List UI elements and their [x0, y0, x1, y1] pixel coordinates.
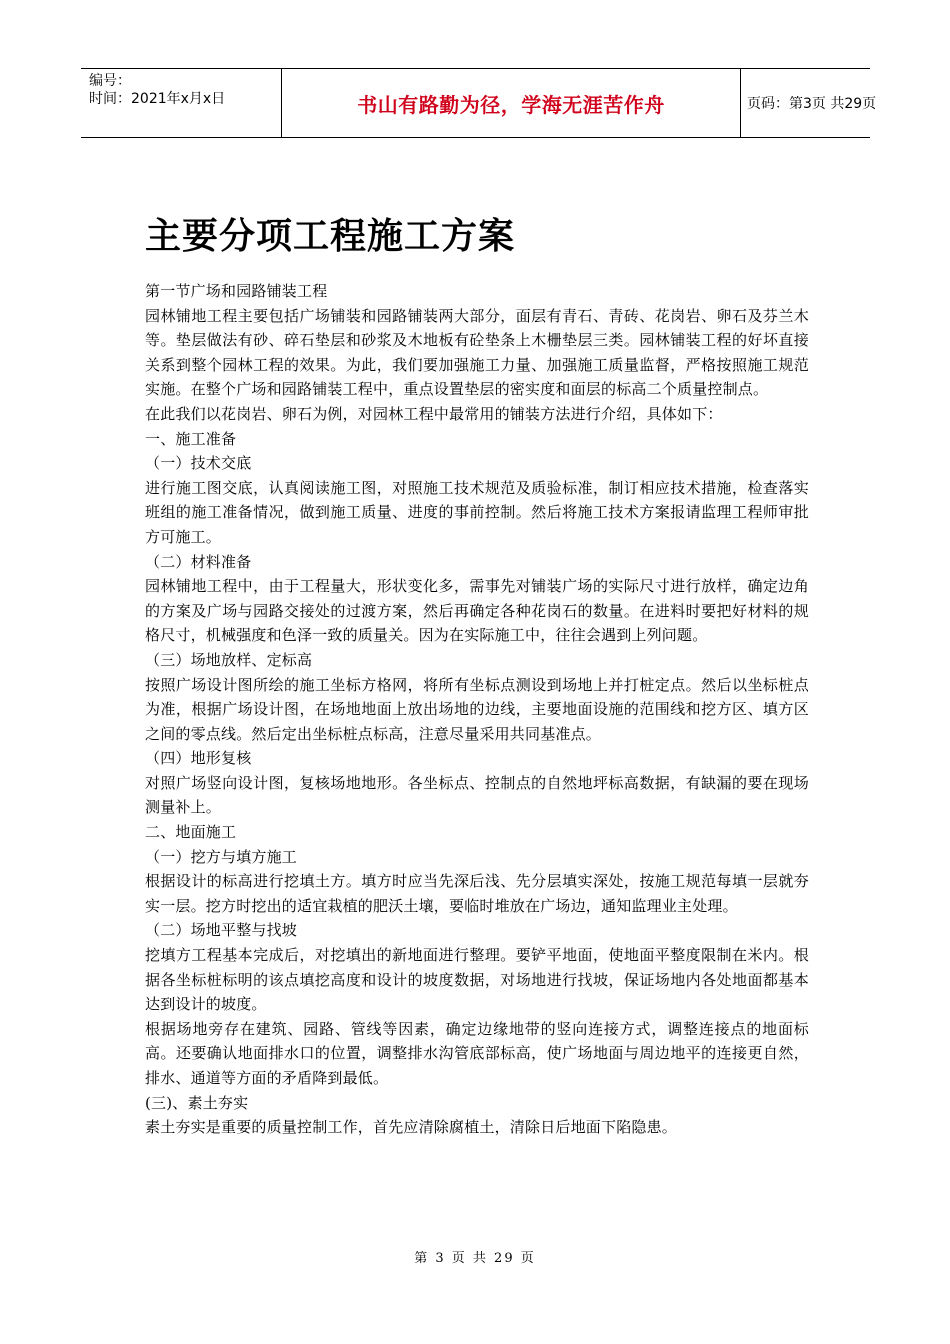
- paragraph: 素土夯实是重要的质量控制工作，首先应清除腐植土，清除日后地面下陷隐患。: [145, 1118, 678, 1137]
- paragraph: 挖填方工程基本完成后，对挖填出的新地面进行整理。要铲平地面，使地面平整度限制在米内。根据各坐标桩标明的该点填挖高度和设计的坡度数据，对场地进行找坡，保证场地内各处地面都基本达到设计的坡度。: [145, 946, 809, 1014]
- paragraph: 按照广场设计图所绘的施工坐标方格网，将所有坐标点测设到场地上并打桩定点。然后以坐标桩点为准，根据广场设计图，在场地地面上放出场地的边线，主要地面设施的范围线和挖方区、填方区之间的零点线。然后定出坐标桩点标高，注意尽量采用共同基准点。: [145, 675, 809, 743]
- document-date: 时间：2021年x月x日: [89, 91, 226, 107]
- page-code: 页码：第3页 共29页: [747, 96, 877, 112]
- page-footer: 第 3 页 共 29 页: [414, 1251, 536, 1266]
- paragraph: 根据设计的标高进行挖填土方。填方时应当先深后浅、先分层填实深处，按施工规范每填一层就夯实一层。挖方时挖出的适宜栽植的肥沃土壤，要临时堆放在广场边，通知监理业主处理。: [145, 872, 809, 915]
- paragraph: 园林铺地工程中，由于工程量大，形状变化多，需事先对铺装广场的实际尺寸进行放样，确定边角的方案及广场与园路交接处的过渡方案，然后再确定各种花岗石的数量。在进料时要把好材料的规格尺寸，机械强度和色泽一致的质量关。因为在实际施工中，往往会遇到上列问题。: [145, 577, 809, 645]
- header-meta-cell: [81, 69, 281, 137]
- paragraph: 对照广场竖向设计图，复核场地地形。各坐标点、控制点的自然地坪标高数据，有缺漏的要在现场测量补上。: [145, 773, 809, 817]
- motto-text: 书山有路勤为径，学海无涯苦作舟: [357, 92, 665, 117]
- subsection-heading: （三）场地放样、定标高: [145, 650, 313, 669]
- document-number-label: 编号：: [89, 73, 131, 89]
- subsection-heading: （一）技术交底: [145, 454, 252, 473]
- paragraph: 进行施工图交底，认真阅读施工图，对照施工技术规范及质验标准，制订相应技术措施，检查落实班组的施工准备情况，做到施工质量、进度的事前控制。然后将施工技术方案报请监理工程师审批方可施工。: [145, 478, 809, 546]
- subsection-heading: （二）材料准备: [145, 552, 252, 571]
- header-motto-cell: [281, 69, 741, 137]
- section-heading: 第一节广场和园路铺装工程: [145, 282, 328, 300]
- paragraph: 在此我们以花岗岩、卵石为例，对园林工程中最常用的铺装方法进行介绍，具体如下：: [145, 404, 723, 423]
- subsection-heading: （二）场地平整与找坡: [145, 921, 298, 940]
- document-body: [145, 279, 809, 1140]
- document-title: 主要分项工程施工方案: [145, 216, 516, 257]
- header-page-cell: [741, 69, 876, 137]
- subsection-heading: （四）地形复核: [145, 749, 252, 768]
- subsection-heading: (三)、素土夯实: [145, 1093, 249, 1112]
- header-table: [81, 68, 877, 138]
- section-heading: 二、地面施工: [145, 823, 237, 842]
- section-heading: 一、施工准备: [145, 429, 237, 448]
- paragraph: 园林铺地工程主要包括广场铺装和园路铺装两大部分，面层有青石、青砖、花岗岩、卵石及芬兰木等。垫层做法有砂、碎石垫层和砂浆及木地板有砼垫条上木栅垫层三类。园林铺装工程的好坏直接关系到整个园林工程的效果。为此，我们要加强施工力量、加强施工质量监督，严格按照施工规范实施。在整个广场和园路铺装工程中，重点设置垫层的密实度和面层的标高二个质量控制点。: [145, 306, 809, 399]
- paragraph: 根据场地旁存在建筑、园路、管线等因素，确定边缘地带的竖向连接方式，调整连接点的地面标高。还要确认地面排水口的位置，调整排水沟管底部标高，使广场地面与周边地平的连接更自然，排水、通道等方面的矛盾降到最低。: [145, 1019, 809, 1087]
- subsection-heading: （一）挖方与填方施工: [145, 847, 298, 866]
